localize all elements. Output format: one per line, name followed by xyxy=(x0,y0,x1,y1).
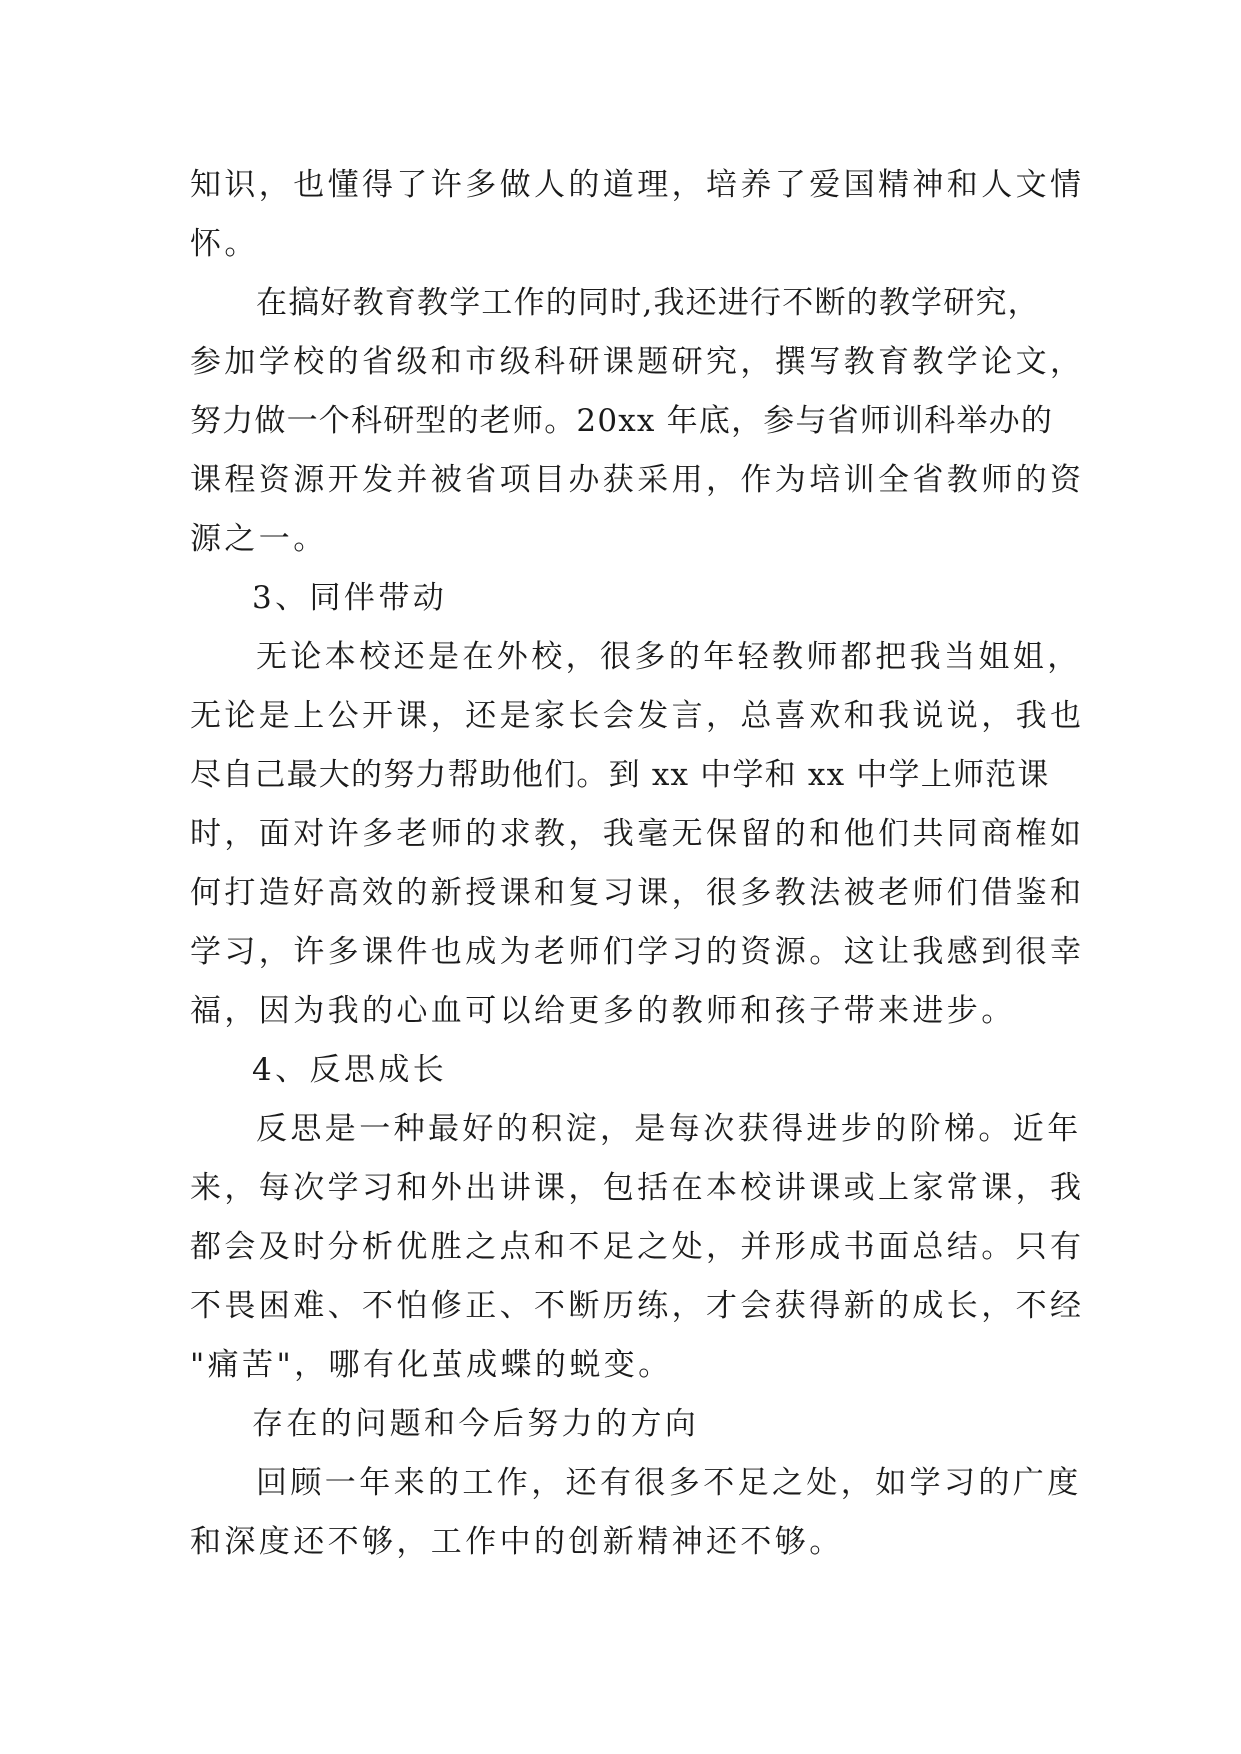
text-line: 学习，许多课件也成为老师们学习的资源。这让我感到很幸 xyxy=(190,934,1085,970)
text-line: 努力做一个科研型的老师。20xx 年底，参与省师训科举办的 xyxy=(190,403,1054,439)
text-line: 时，面对许多老师的求教，我毫无保留的和他们共同商榷如 xyxy=(190,816,1085,852)
text-line: 来，每次学习和外出讲课，包括在本校讲课或上家常课，我 xyxy=(190,1170,1085,1206)
text-line: 不畏困难、不怕修正、不断历练，才会获得新的成长，不经 xyxy=(190,1288,1085,1324)
section-heading-reflection: 4、反思成长 xyxy=(252,1052,448,1088)
document-body xyxy=(190,156,1090,1572)
text-line: 课程资源开发并被省项目办获采用，作为培训全省教师的资 xyxy=(190,462,1085,498)
paragraph-start-line: 在搞好教育教学工作的同时,我还进行不断的教学研究， xyxy=(256,285,1040,321)
text-line: "痛苦"，哪有化茧成蝶的蜕变。 xyxy=(190,1347,673,1383)
text-line: 福，因为我的心血可以给更多的教师和孩子带来进步。 xyxy=(190,993,1016,1029)
paragraph-start-line: 无论本校还是在外校，很多的年轻教师都把我当姐姐， xyxy=(256,639,1082,675)
text-line: 都会及时分析优胜之点和不足之处，并形成书面总结。只有 xyxy=(190,1229,1085,1265)
section-heading-peer-leading: 3、同伴带动 xyxy=(252,580,448,616)
text-line: 知识，也懂得了许多做人的道理，培养了爱国精神和人文情 xyxy=(190,167,1085,203)
text-line: 无论是上公开课，还是家长会发言，总喜欢和我说说，我也 xyxy=(190,698,1085,734)
paragraph-start-line: 反思是一种最好的积淀，是每次获得进步的阶梯。近年 xyxy=(256,1111,1082,1147)
text-line: 怀。 xyxy=(190,226,259,262)
text-line: 何打造好高效的新授课和复习课，很多教法被老师们借鉴和 xyxy=(190,875,1085,911)
text-line: 源之一。 xyxy=(190,521,328,557)
text-line: 尽自己最大的努力帮助他们。到 xx 中学和 xx 中学上师范课 xyxy=(190,757,1050,793)
paragraph-start-line: 回顾一年来的工作，还有很多不足之处，如学习的广度 xyxy=(256,1465,1082,1501)
section-heading-problems: 存在的问题和今后努力的方向 xyxy=(252,1406,700,1442)
text-line: 和深度还不够，工作中的创新精神还不够。 xyxy=(190,1524,844,1560)
text-line: 参加学校的省级和市级科研课题研究，撰写教育教学论文， xyxy=(190,344,1085,380)
